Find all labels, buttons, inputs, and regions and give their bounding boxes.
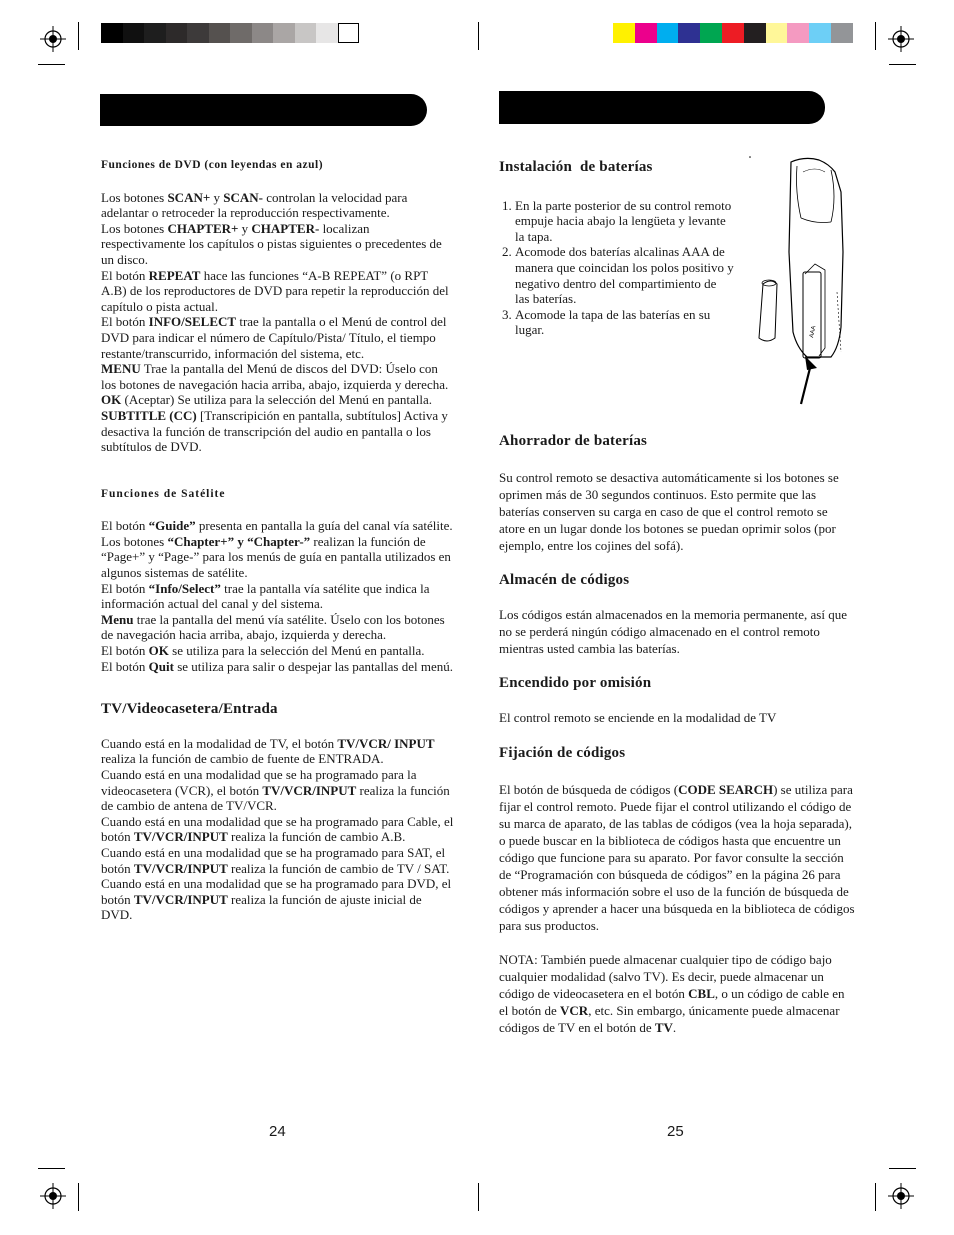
right-header-bar <box>499 91 825 124</box>
list-item: 3. Acomode la tapa de las baterías en su lugar. <box>515 307 734 338</box>
paragraph: SUBTITLE (CC) [Transcripición en pantalla, subtítulos] Activa y desactiva la función de transcripción del audio en pantalla o los subtítulos de DVD. <box>101 407 448 455</box>
default-power-heading: Encendido por omisión <box>499 675 652 692</box>
color-swatch <box>809 23 831 43</box>
dvd-functions-heading: Funciones de DVD (con leyendas en azul) <box>101 159 324 171</box>
crop-mark <box>78 22 79 50</box>
registration-mark-bottom-left <box>40 1183 66 1209</box>
tv-vcr-input-heading: TV/Videocasetera/Entrada <box>101 701 278 718</box>
color-swatch <box>295 23 317 43</box>
color-swatch <box>123 23 145 43</box>
battery-saver-text: Su control remoto se desactiva automáticamente si los botones se oprimen más de 30 segundos continuos. Esto permite que las baterías conserven su carga en caso de que el control remoto se atore en un lugar donde los botones se puedan oprimir solos (por ejemplo, entre los cojines del sofá). <box>499 469 839 553</box>
color-swatch <box>700 23 722 43</box>
battery-saver-heading: Ahorrador de baterías <box>499 433 648 449</box>
crop-mark <box>78 1183 79 1211</box>
color-swatch <box>613 23 635 43</box>
battery-installation-heading: Instalación de baterías <box>499 159 653 175</box>
paragraph: Cuando está en una modalidad que se ha programado para la videocasetera (VCR), el botón TV/VCR/INPUT realiza la función de cambio de antena de TV/VCR. <box>101 767 450 814</box>
code-storage-heading: Almacén de códigos <box>499 571 630 588</box>
remote-battery-illustration <box>745 152 855 412</box>
color-swatch <box>678 23 700 43</box>
color-swatch <box>144 23 166 43</box>
crop-mark <box>875 1183 876 1211</box>
color-swatch <box>766 23 788 43</box>
left-header-bar <box>100 94 427 126</box>
paragraph: El botón de búsqueda de códigos (CODE SEARCH) se utiliza para fijar el control remoto. Puede fijar el control utilizando el código de su marca de aparato, de las tablas de códigos (vea la hoja separada), o puede buscar en la biblioteca de códigos hasta que encuentre un código que funcione para su aparato. Por favor consulte la sección de “Programación con búsqueda de códigos” en la página 26 para obtener más información sobre el uso de la función de búsqueda de códigos y aprender a hacer una búsqueda en la biblioteca de códigos para sus productos. <box>499 781 855 933</box>
paragraph: Cuando está en una modalidad que se ha programado para DVD, el botón TV/VCR/INPUT realiza la función de ajuste inicial de DVD. <box>101 876 452 923</box>
paragraph: Cuando está en una modalidad que se ha programado para Cable, el botón TV/VCR/INPUT realiza la función de cambio A.B. <box>101 813 454 845</box>
paragraph: OK (Aceptar) Se utiliza para la selección del Menú en pantalla. <box>101 392 433 408</box>
paragraph: El botón OK se utiliza para la selección del Menú en pantalla. <box>101 643 425 659</box>
color-swatch <box>722 23 744 43</box>
color-swatch <box>166 23 188 43</box>
paragraph: Cuando está en una modalidad que se ha programado para SAT, el botón TV/VCR/INPUT realiza la función de cambio de TV / SAT. <box>101 844 450 876</box>
color-swatch <box>187 23 209 43</box>
left-column <box>101 158 456 923</box>
paragraph: Cuando está en la modalidad de TV, el botón TV/VCR/ INPUT realiza la función de cambio de fuente de ENTRADA. <box>101 735 435 767</box>
registration-mark-top-left <box>40 26 66 52</box>
color-swatch <box>657 23 679 43</box>
page-number-left: 24 <box>269 1123 286 1140</box>
color-swatch <box>338 23 360 43</box>
color-swatch <box>273 23 295 43</box>
crop-mark <box>478 22 479 50</box>
paragraph: Los botones SCAN+ y SCAN- controlan la velocidad para adelantar o retroceder la reproducción respectivamente. <box>101 189 408 221</box>
color-swatch <box>744 23 766 43</box>
paragraph: El botón “Guide” presenta en pantalla la guía del canal vía satélite. <box>101 518 453 534</box>
paragraph: El botón Quit se utiliza para salir o despejar las pantallas del menú. <box>101 658 454 674</box>
crop-mark <box>889 64 916 65</box>
registration-mark-bottom-right <box>888 1183 914 1209</box>
code-storage-text: Los códigos están almacenados en la memoria permanente, así que no se perderá ningún código almacenado en el control remoto mientras usted cambia las baterías. <box>499 607 847 657</box>
battery-label: AAA <box>809 325 818 339</box>
right-column-install <box>499 160 734 338</box>
color-swatch <box>252 23 274 43</box>
paragraph: NOTA: También puede almacenar cualquier tipo de código bajo cualquier modalidad (salvo TV). Es decir, puede almacenar un código de videocasetera en el botón CBL, o un código de cable en el botón de VCR, etc. Sin embargo, únicamente puede almacenar códigos de TV en el botón de TV. <box>499 951 845 1035</box>
paragraph: El botón “Info/Select” trae la pantalla vía satélite que indica la información actual del canal y del sistema. <box>101 580 430 612</box>
paragraph: Los botones CHAPTER+ y CHAPTER- localizan respectivamente los capítulos o pistas siguientes o precedentes de un disco. <box>101 220 442 267</box>
crop-mark <box>38 1168 65 1169</box>
color-swatch <box>101 23 123 43</box>
satellite-functions-heading: Funciones de Satélite <box>101 487 226 500</box>
paragraph: El botón REPEAT hace las funciones “A-B REPEAT” (o RPT A.B) de los reproductores de DVD para repetir la reproducción del capítulo o pista actual. <box>101 267 449 314</box>
right-column <box>499 434 855 1036</box>
paragraph: Los botones “Chapter+” y “Chapter-” realizan la función de “Page+” y “Page-” para los menús de guía en pantalla utilizados en algunos sistemas de satélite. <box>101 533 451 581</box>
color-swatch <box>635 23 657 43</box>
list-item: 2. Acomode dos baterías alcalinas AAA de manera que coincidan los polos positivo y negativo dentro del compartimiento de las baterías. <box>515 244 734 306</box>
crop-mark <box>875 22 876 50</box>
list-item: 1. En la parte posterior de su control remoto empuje hacia abajo la lengüeta y levante la tapa. <box>515 198 734 245</box>
color-swatch <box>831 23 853 43</box>
default-power-text: El control remoto se enciende en la modalidad de TV <box>499 709 777 725</box>
crop-mark <box>38 64 65 65</box>
installation-steps <box>499 198 734 338</box>
paragraph: MENU Trae la pantalla del Menú de discos del DVD: Úselo con los botones de navegación hacia arriba, abajo, izquierda y derecha. <box>101 361 449 392</box>
paragraph: El botón INFO/SELECT trae la pantalla o el Menú de control del DVD para indicar el número de Capítulo/Pista/ Título, el tiempo restante/transcurrido, información del sistema, etc. <box>101 314 447 361</box>
color-swatch <box>316 23 338 43</box>
page-number-right: 25 <box>667 1123 684 1140</box>
crop-mark <box>478 1183 479 1211</box>
color-swatch <box>787 23 809 43</box>
crop-mark <box>889 1168 916 1169</box>
paragraph: Menu trae la pantalla del menú vía satélite. Úselo con los botones de navegación hacia arriba, abajo, izquierda y derecha. <box>101 611 445 643</box>
code-setting-heading: Fijación de códigos <box>499 745 626 762</box>
color-swatch <box>209 23 231 43</box>
color-swatch <box>230 23 252 43</box>
registration-mark-top-right <box>888 26 914 52</box>
